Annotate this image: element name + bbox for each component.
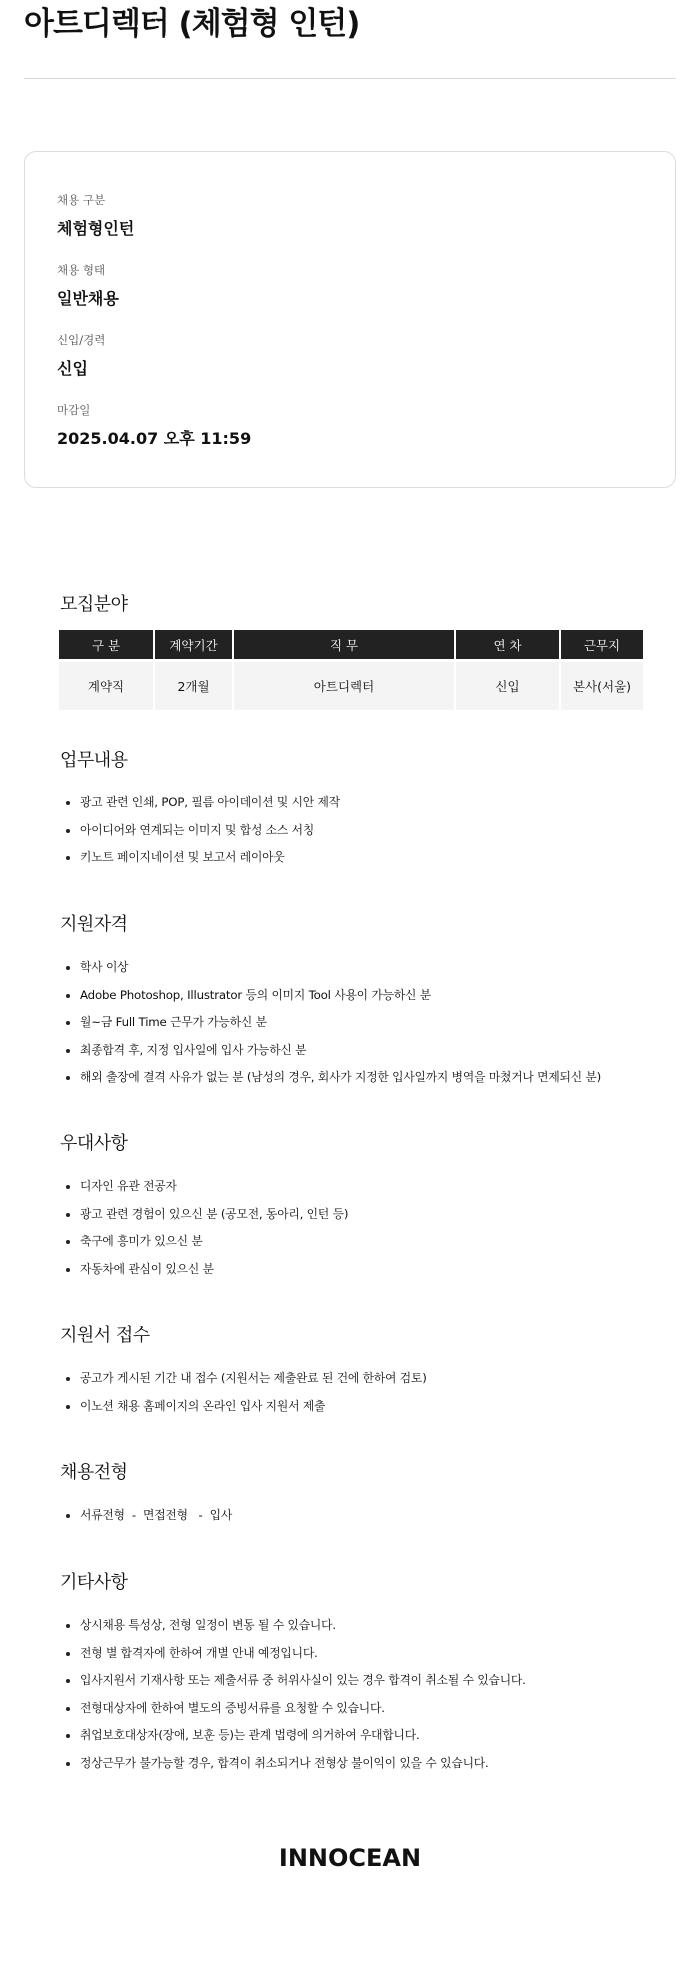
table-cell: 2개월 xyxy=(155,662,232,710)
process-list xyxy=(66,1502,232,1530)
table-cell: 본사(서울) xyxy=(561,662,643,710)
list-item: 아이디어와 연계되는 이미지 및 합성 소스 서칭 xyxy=(66,817,340,845)
career-field xyxy=(57,332,105,380)
column-header: 구 분 xyxy=(59,630,153,662)
list-item: 광고 관련 경험이 있으신 분 (공모전, 동아리, 인턴 등) xyxy=(66,1201,348,1229)
list-item: 전형대상자에 한하여 별도의 증빙서류를 요청할 수 있습니다. xyxy=(66,1695,526,1723)
application-list xyxy=(66,1365,427,1420)
column-header: 계약기간 xyxy=(155,630,232,662)
deadline-label: 마감일 xyxy=(57,403,91,417)
deadline-value: 2025.04.07 오후 11:59 xyxy=(57,429,252,448)
summary-card xyxy=(24,151,676,488)
list-item: Adobe Photoshop, Illustrator 등의 이미지 Tool 사용이 가능하신 분 xyxy=(66,982,601,1010)
column-header: 직 무 xyxy=(234,630,454,662)
employment-type-field xyxy=(57,262,119,310)
duties-heading: 업무내용 xyxy=(60,750,128,771)
list-item: 해외 출장에 결격 사유가 없는 분 (남성의 경우, 회사가 지정한 입사일까지 병역을 마쳤거나 면제되신 분) xyxy=(66,1064,601,1092)
column-header: 연 차 xyxy=(456,630,559,662)
preferences-list xyxy=(66,1173,348,1283)
list-item: 자동차에 관심이 있으신 분 xyxy=(66,1256,348,1284)
list-item: 취업보호대상자(장애, 보훈 등)는 관계 법령에 의거하여 우대합니다. xyxy=(66,1722,526,1750)
process-heading: 채용전형 xyxy=(60,1462,128,1483)
list-item: 서류전형 - 면접전형 - 입사 xyxy=(66,1502,232,1530)
table-header-row xyxy=(59,630,643,662)
duties-list xyxy=(66,789,340,872)
list-item: 학사 이상 xyxy=(66,954,601,982)
table-cell: 신입 xyxy=(456,662,559,710)
list-item: 최종합격 후, 지정 입사일에 입사 가능하신 분 xyxy=(66,1037,601,1065)
employment-category-label: 채용 구분 xyxy=(57,193,106,207)
table-cell: 아트디렉터 xyxy=(234,662,454,710)
qualifications-heading: 지원자격 xyxy=(60,914,128,935)
qualifications-list xyxy=(66,954,601,1092)
application-heading: 지원서 접수 xyxy=(60,1325,150,1346)
employment-category-value: 체험형인턴 xyxy=(57,219,135,238)
preferences-heading: 우대사항 xyxy=(60,1133,128,1154)
list-item: 디자인 유관 전공자 xyxy=(66,1173,348,1201)
recruit-field-heading: 모집분야 xyxy=(60,594,128,615)
list-item: 축구에 흥미가 있으신 분 xyxy=(66,1228,348,1256)
column-header: 근무지 xyxy=(561,630,643,662)
list-item: 월~금 Full Time 근무가 가능하신 분 xyxy=(66,1009,601,1037)
employment-type-label: 채용 형태 xyxy=(57,263,106,277)
etc-heading: 기타사항 xyxy=(60,1572,128,1593)
etc-list xyxy=(66,1612,526,1777)
employment-type-value: 일반채용 xyxy=(57,289,119,308)
list-item: 입사지원서 기재사항 또는 제출서류 중 허위사실이 있는 경우 합격이 취소될 수 있습니다. xyxy=(66,1667,526,1695)
list-item: 공고가 게시된 기간 내 접수 (지원서는 제출완료 된 건에 한하여 검토) xyxy=(66,1365,427,1393)
career-value: 신입 xyxy=(57,359,88,378)
list-item: 전형 별 합격자에 한하여 개별 안내 예정입니다. xyxy=(66,1640,526,1668)
list-item: 광고 관련 인쇄, POP, 필름 아이데이션 및 시안 제작 xyxy=(66,789,340,817)
title-divider xyxy=(24,78,676,79)
table-cell: 계약직 xyxy=(59,662,153,710)
deadline-field xyxy=(57,402,251,450)
innocean-logo: INNOCEAN xyxy=(278,1844,422,1872)
employment-category-field xyxy=(57,192,134,240)
list-item: 정상근무가 불가능할 경우, 합격이 취소되거나 전형상 불이익이 있을 수 있습니다. xyxy=(66,1750,526,1778)
recruit-field-table xyxy=(57,630,645,710)
table-row xyxy=(59,662,643,710)
page-title: 아트디렉터 (체험형 인턴) xyxy=(24,6,360,42)
list-item: 상시채용 특성상, 전형 일정이 변동 될 수 있습니다. xyxy=(66,1612,526,1640)
list-item: 키노트 페이지네이션 및 보고서 레이아웃 xyxy=(66,844,340,872)
list-item: 이노션 채용 홈페이지의 온라인 입사 지원서 제출 xyxy=(66,1393,427,1421)
career-label: 신입/경력 xyxy=(57,333,106,347)
